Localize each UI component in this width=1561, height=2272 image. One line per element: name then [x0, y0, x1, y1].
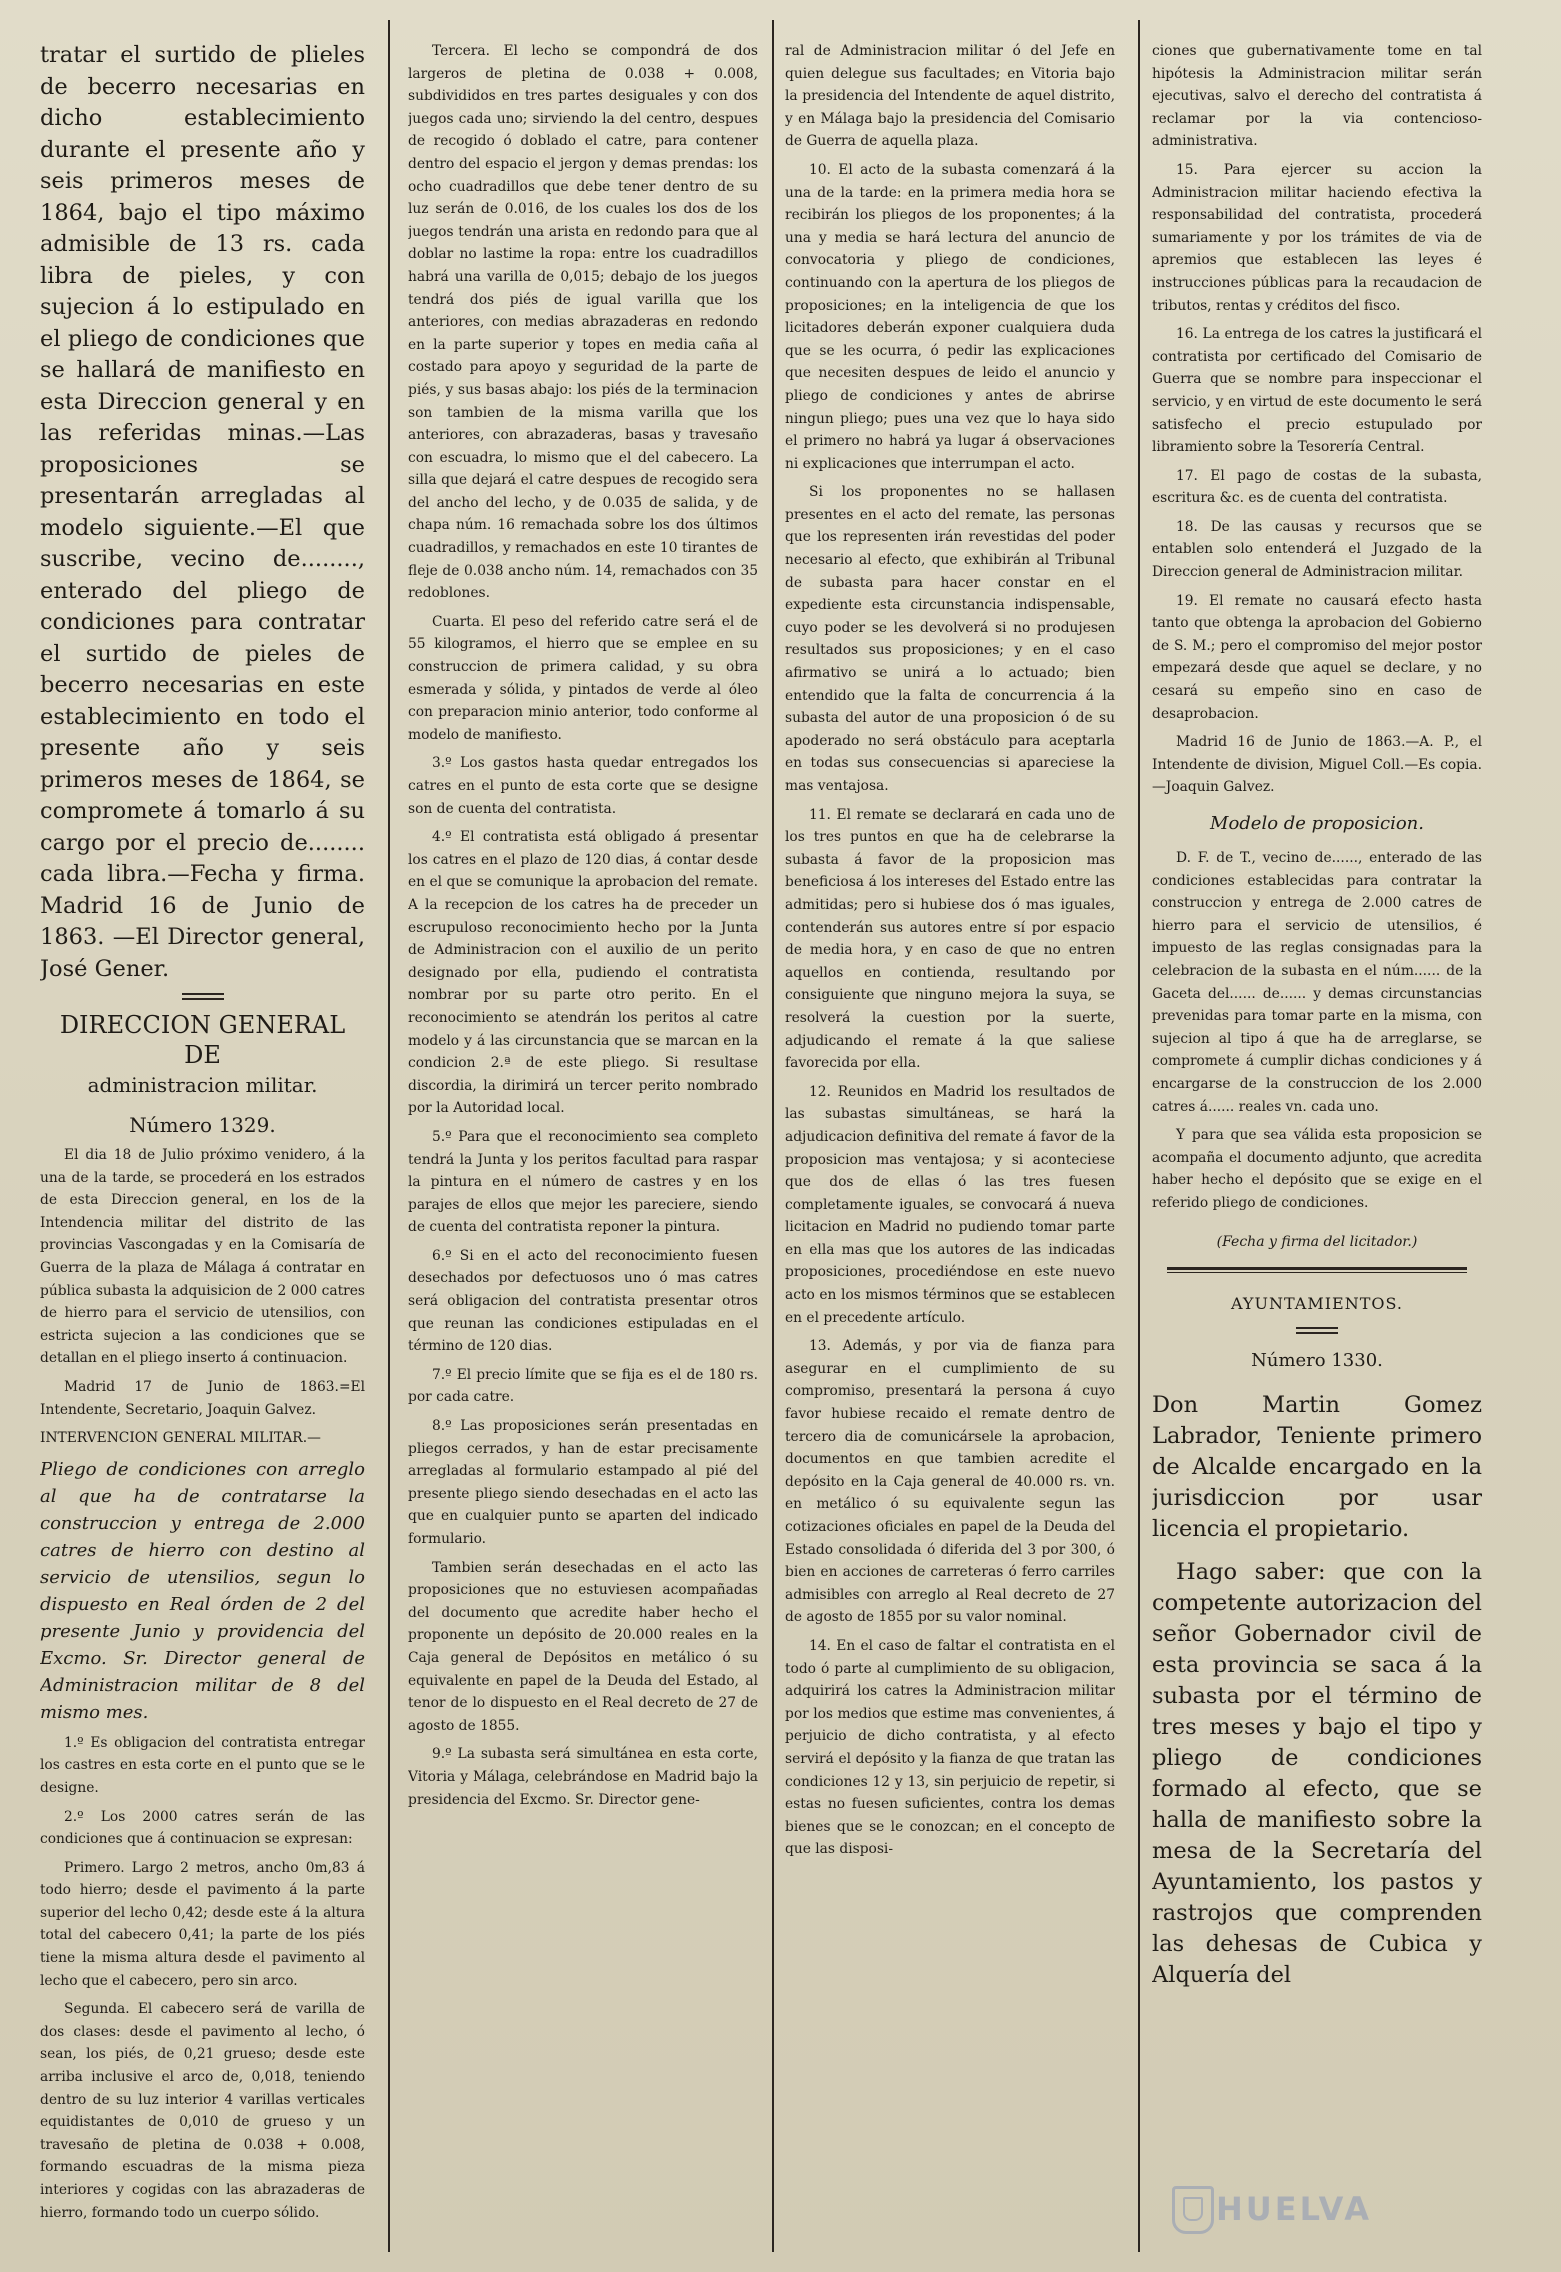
clause: Segunda. El cabecero será de varilla de dos clases: desde el pavimento al lecho, ó sean, los piés, de 0,21 grueso; desde este arriba inclusive el arco de, 0,018, teniendo dentro de su luz interior 4 varillas verticales equidistantes de 0,010 de grueso y un travesaño de pletina de 0.038 + 0.008, formando escuadras de la misma pieza interiores y cogidas con las abrazaderas de hierro, formando todo un cuerpo sólido.: [40, 2001, 365, 2221]
section-divider: [1167, 1267, 1467, 1273]
section-heading: DIRECCION GENERAL DE: [59, 1011, 346, 1069]
pieles-notice-text: tratar el surtido de plieles de becerro necesarias en dicho establecimiento durante el presente año y seis primeros meses de 1864, bajo el tipo máximo admisible de 13 rs. cada libra de pieles, y con sujecion á lo estipulado en el pliego de condiciones que se hallará de manifiesto en esta Direccion general y en las referidas minas.—Las proposiciones se presentarán arregladas al modelo siguiente.—El que suscribe, vecino de........, enterado del pliego de condiciones para contratar el surtido de pieles de becerro necesarias en este establecimiento en todo el presente año y seis primeros meses de 1864, se compromete á tomarlo á su cargo por el precio de........ cada libra.—Fecha y firma. Madrid 16 de Junio de 1863. —El Director general, José Gener.: [40, 42, 365, 982]
modelo-title: Modelo de proposicion.: [1210, 813, 1424, 834]
intervencion-heading: INTERVENCION GENERAL MILITAR.—: [40, 1430, 321, 1447]
clause: Tambien serán desechadas en el acto las proposiciones que no estuviesen acompañadas del documento que acredite haber hecho el proponente un depósito de 20.000 reales en la Caja general de Depósitos en metálico ó su equivalente en papel de la Deuda del Estado, al tenor de lo dispuesto en el Real decreto de 27 de agosto de 1855.: [408, 1559, 758, 1734]
column-1: [40, 40, 365, 2255]
clause: Si los proponentes no se hallasen presentes en el acto del remate, las personas que los representen irán revestidas del poder necesario al efecto, que exhibirán al Tribunal de subasta para hacer constar en el expediente esta circunstancia indispensable, cuyo poder se les devolverá si no produjesen resultados sus proposiciones; y en el caso afirmativo se unirá a lo actuado; bien entendido que la falta de concurrencia á la subasta del autor de una proposicion ó de su apoderado no será obstáculo para aceptarla en todas sus consecuencias si apareciese la mas ventajosa.: [785, 484, 1115, 794]
section-separator: [182, 993, 224, 1000]
archive-seal-icon: [1172, 2186, 1214, 2234]
pliego-title: Pliego de condiciones con arreglo al que ha de contratarse la construccion y entrega de 2.000 catres de hierro con destino al servicio de utensilios, segun lo dispuesto en Real órden de 2 del presente Junio y providencia del Excmo. Sr. Director general de Administracion militar de 8 del mismo mes.: [40, 1458, 365, 1723]
clause: Tercera. El lecho se compondrá de dos largeros de pletina de 0.038 + 0.008, subdivididos en tres partes desiguales y con dos juegos cada uno; sirviendo la del centro, despues de recogido ó doblado el catre, para contener dentro del espacio el jergon y demas prendas: los ocho cuadradillos que debe tener dentro de su luz serán de 0.016, de los cuales los dos de los juegos tendrán una arista en redondo para que al doblar no lastime la ropa: entre los cuadradillos habrá una varilla de 0,015; debajo de los juegos tendrá dos piés de igual varilla que los anteriores, con medias abrazaderas en redondo en la parte superior y topes en media caña al costado para apoyo y seguridad de la parte de piés, y sus basas abajo: los piés de la terminacion son tambien de la misma varilla que los anteriores, con abrazaderas, basas y travesaño con escuadra, lo mismo que el del cabecero. La silla que dejará el catre despues de recogido sera del ancho del lecho, y de 0.035 de salida, y de chapa núm. 16 remachada sobre los dos últimos cuadradillos, y remachados en este 10 tirantes de fleje de 0.038 ancho núm. 14, remachados con 35 redoblones.: [408, 43, 758, 602]
column-rule: [1138, 20, 1140, 2252]
clause: 8.º Las proposiciones serán presentadas en pliegos cerrados, y han de estar precisamente arregladas al formulario estampado al pié del presente pliego siendo desechadas en el acto las que en cualquier punto se aparten del indicado formulario.: [408, 1418, 758, 1547]
clause: 13. Además, y por via de fianza para asegurar en el cumplimiento de su compromiso, presentará la persona á cuyo favor hubiese recaido el remate dentro de tercero dia de comunicársele la aprobacion, documentos en que tambien acredite el depósito en la Caja general de 40.000 rs. vn. en metálico ó su equivalente segun las cotizaciones oficiales en papel de la Deuda del Estado consolidada ó diferida del 3 por 300, ó bien en acciones de carreteras ó ferro carriles admisibles con arreglo al Real decreto de 27 de agosto de 1855 por su valor nominal.: [785, 1338, 1115, 1626]
clause: 16. La entrega de los catres la justificará el contratista por certificado del Comisario de Guerra que se nombre para inspeccionar el servicio, y en virtud de este documento le será satisfecho el precio estupulado por libramiento sobre la Tesorería Central.: [1152, 326, 1482, 456]
clause: 11. El remate se declarará en cada uno de los tres puntos en que ha de celebrarse la subasta á favor de la proposicion mas beneficiosa á los intereses del Estado entre las admitidas; pero si hubiese dos ó mas iguales, contenderán sus autores entre sí por espacio de media hora, y en caso de que no entren aquellos en contienda, resultando por consiguiente que ninguno mejora la suya, se resolverá la cuestion por la suerte, adjudicando el remate á la que saliese favorecida por ella.: [785, 806, 1115, 1072]
clause: 19. El remate no causará efecto hasta tanto que obtenga la aprobacion del Gobierno de S. M.; pero el compromiso del mejor postor empezará desde que aquel se declare, y no cesará su empeño sino en caso de desaprobacion.: [1152, 592, 1482, 722]
clause: 15. Para ejercer su accion la Administracion militar haciendo efectiva la responsabilidad del contratista, procederá sumariamente y por los trámites de via de apremios que establecen las leyes é instrucciones públicas para la recaudacion de tributos, rentas y créditos del fisco.: [1152, 161, 1482, 314]
notice-number: Número 1330.: [1251, 1349, 1383, 1371]
clause: 4.º El contratista está obligado á presentar los catres en el plazo de 120 dias, á contar desde en el que se comunique la aprobacion del remate. A la recepcion de los catres ha de preceder un escrupuloso reconocimiento hecho por la Junta de Administracion con el auxilio de un perito designado por ella, pudiendo el contratista nombrar por su parte otro perito. En el reconocimiento se atendrán los peritos al catre modelo y á las circunstancia que se marcan en la condicion 2.ª de este pliego. Si resultase discordia, la dirimirá un tercer perito nombrado por la Autoridad local.: [408, 829, 758, 1117]
column-2: [408, 40, 758, 2255]
clause: 10. El acto de la subasta comenzará á la una de la tarde: en la primera media hora se recibirán los pliegos de los proponentes; á la una y media se hará lectura del anuncio de convocatoria y pliego de condiciones, continuando con la apertura de los pliegos de proposiciones; en la inteligencia de que los licitadores deberán exponer cualquiera duda que se les ocurra, ó pedir las explicaciones que necesiten despues de leido el anuncio y pliego de condiciones y antes de abrirse ningun pliego; pues una vez que lo haya sido el primero no habrá ya lugar á observaciones ni explicaciones que interrumpan el acto.: [785, 161, 1115, 472]
section-subheading: administracion militar.: [87, 1073, 318, 1097]
ayuntamientos-heading: AYUNTAMIENTOS.: [1231, 1293, 1403, 1313]
column-rule: [388, 20, 390, 2252]
clause: 1.º Es obligacion del contratista entregar los castres en esta corte en el punto que se le designe.: [40, 1734, 365, 1796]
clause: Cuarta. El peso del referido catre será el de 55 kilogramos, el hierro que se emplee en su construccion de primera calidad, y su obra esmerada y sólida, y pintados de verde al óleo con preparacion minio anterior, todo conforme al modelo de manifiesto.: [408, 613, 758, 743]
clause: 3.º Los gastos hasta quedar entregados los catres en el punto de esta corte que se designe son de cuenta del contratista.: [408, 755, 758, 817]
clause: Primero. Largo 2 metros, ancho 0m,83 á todo hierro; desde el pavimento á la parte superior del lecho 0,42; desde este á la altura total del cabecero 0,41; la parte de los piés tiene la misma altura desde el pavimento al lecho que el cabecero, pero sin arco.: [40, 1859, 365, 1989]
notice-heading: Don Martin Gomez Labrador, Teniente primero de Alcalde encargado en la jurisdiccion por usar licencia el propietario.: [1152, 1391, 1482, 1542]
clause: 12. Reunidos en Madrid los resultados de las subastas simultáneas, se hará la adjudicacion definitiva del remate á favor de la proposicion mas ventajosa; y si aconteciese que dos de ellas ó las tres fuesen completamente iguales, se convocará á nueva licitacion en Madrid no pudiendo tomar parte en ella mas que los autores de las indicadas proposiciones, procediéndose en este nuevo acto en los mismos términos que se establecen en el precedente artículo.: [785, 1083, 1115, 1326]
archive-watermark: HUELVA: [1216, 2190, 1372, 2228]
column-3: [785, 40, 1115, 2255]
column-rule: [772, 20, 774, 2252]
clause: 2.º Los 2000 catres serán de las condiciones que á continuacion se expresan:: [40, 1808, 365, 1848]
notice-date: Madrid 17 de Junio de 1863.=El Intendente, Secretario, Joaquin Galvez.: [40, 1378, 365, 1418]
clause: 9.º La subasta será simultánea en esta corte, Vitoria y Málaga, celebrándose en Madrid bajo la presidencia del Excmo. Sr. Director gene-: [408, 1746, 758, 1808]
clause: 14. En el caso de faltar el contratista en el todo ó parte al cumplimiento de su obligacion, adquirirá los catres la Administracion militar por los medios que estime mas convenientes, á perjuicio de dicho contratista, y al efecto servirá el depósito y la fianza de que tratan las condiciones 12 y 13, sin perjuicio de repetir, si estas no fuesen suficientes, contra los demas bienes que se le conozcan; en el concepto de que las disposi-: [785, 1637, 1115, 1858]
section-separator: [1296, 1327, 1338, 1334]
clause: 18. De las causas y recursos que se entablen solo entenderá el Juzgado de la Direccion general de Administracion militar.: [1152, 518, 1482, 581]
notice-number: Número 1329.: [129, 1113, 276, 1137]
clause: 5.º Para que el reconocimiento sea completo tendrá la Junta y los peritos facultad para raspar la pintura en el número de castres y en los parajes de ellos que mejor les pareciere, siendo de cuenta del contratista reponer la pintura.: [408, 1128, 758, 1236]
notice-body: Hago saber: que con la competente autorizacion del señor Gobernador civil de esta provincia se saca á la subasta por el término de tres meses y bajo el tipo y pliego de condiciones formado al efecto, que se halla de manifiesto sobre la mesa de la Secretaría del Ayuntamiento, los pastos y rastrojos que comprenden las dehesas de Cubica y Alquería del: [1152, 1558, 1482, 1988]
clause: ciones que gubernativamente tome en tal hipótesis la Administracion militar serán ejecutivas, salvo el derecho del contratista á reclamar por la via contencioso-administrativa.: [1152, 43, 1482, 150]
clause: ral de Administracion militar ó del Jefe en quien delegue sus facultades; en Vitoria bajo la presidencia del Intendente de aquel distrito, y en Málaga bajo la presidencia del Comisario de Guerra de aquella plaza.: [785, 43, 1115, 150]
column-4: [1152, 40, 1482, 2255]
notice-paragraph: El dia 18 de Julio próximo venidero, á la una de la tarde, se procederá en los estrados de esta Direccion general, en los de la Intendencia militar del distrito de las provincias Vascongadas y en la Comisaría de Guerra de la plaza de Málaga á contratar en pública subasta la adquisicion de 2 000 catres de hierro para el servicio de utensilios, con estricta sujecion a las condiciones que se detallan en el pliego inserto á continuacion.: [40, 1147, 365, 1367]
signature-line: Madrid 16 de Junio de 1863.—A. P., el Intendente de division, Miguel Coll.—Es copia.—Joaquin Galvez.: [1152, 734, 1482, 796]
clause: 17. El pago de costas de la subasta, escritura &c. es de cuenta del contratista.: [1152, 467, 1482, 507]
firma-note: (Fecha y firma del licitador.): [1216, 1233, 1418, 1250]
modelo-text: D. F. de T., vecino de......, enterado de las condiciones establecidas para contratar la construccion y entrega de 2.000 catres de hierro para el servicio de utensilios, é impuesto de las reglas consignadas para la celebracion de la subasta en el núm...... de la Gaceta del...... de...... y demas circunstancias prevenidas para tomar parte en la misma, con sujecion al tipo á que ha de arreglarse, se compromete á cumplir dichas condiciones y á encargarse de la construccion de los 2.000 catres á...... reales vn. cada uno.: [1152, 850, 1482, 1115]
clause: 6.º Si en el acto del reconocimiento fuesen desechados por defectuosos uno ó mas catres será obligacion del contratista presentar otros que reunan las condiciones estipuladas en el término de 120 dias.: [408, 1247, 758, 1355]
modelo-text: Y para que sea válida esta proposicion se acompaña el documento adjunto, que acredita haber hecho el depósito que se exige en el referido pliego de condiciones.: [1152, 1127, 1482, 1211]
clause: 7.º El precio límite que se fija es el de 180 rs. por cada catre.: [408, 1366, 758, 1406]
